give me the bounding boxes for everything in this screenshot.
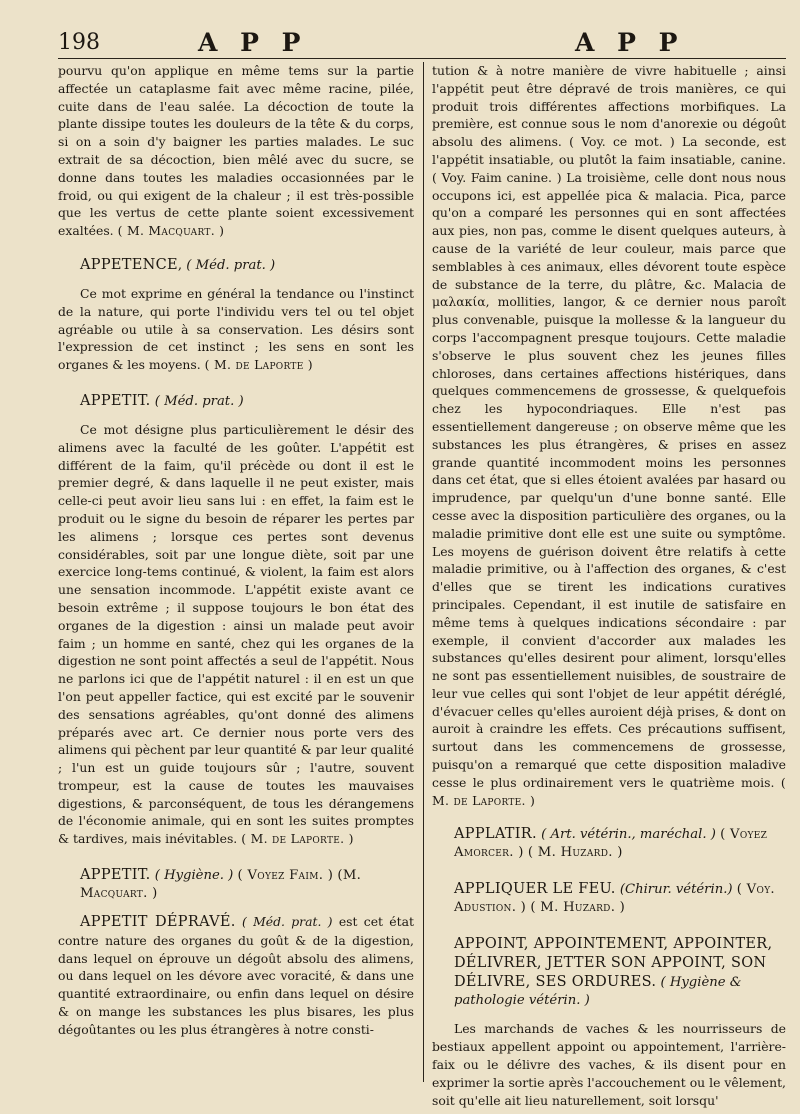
entry-headword-applatir: APPLATIR. ( Art. vétérin., maréchal. ) ( Voyez Amorcer. ) ( M. Huzard. ) xyxy=(454,826,768,861)
entry-headword-appetit-hygiene: APPETIT. ( Hygiène. ) ( Voyez Faim. ) (M. Macquart. ) xyxy=(80,867,362,902)
author-signature: ( M. Macquart. ) xyxy=(117,223,225,239)
right-column xyxy=(432,62,786,1109)
author-signature: ( M. Huzard. ) xyxy=(530,900,626,916)
author-signature: ( M. Huzard. ) xyxy=(527,845,623,861)
domain-label: ( Méd. prat. ) xyxy=(241,914,333,930)
cross-reference: ( Voyez Amorcer. ) xyxy=(454,827,768,861)
page-header xyxy=(0,26,800,60)
author-signature: ( M. de Laporte. ) xyxy=(432,774,786,808)
entry-headword-appliquer: APPLIQUER LE FEU. (Chirur. vétérin.) ( Voy. Adustion. ) ( M. Huzard. ) xyxy=(454,881,775,916)
author-signature: ( M. de Laporte. ) xyxy=(241,831,354,847)
entry-headword-appetit-deprave: APPETIT DÉPRAVÉ. xyxy=(80,914,236,931)
entry-body-appetit-deprave: APPETIT DÉPRAVÉ. ( Méd. prat. ) est cet état contre nature des organes du goût & de la digestion, dans lequel on éprouve un dégoût absolu des alimens, ou dans lequel on les dévore avec voracité, & dans une quantité extraordinaire, ou enfin dans lequel on désire & on mange les substances les plus bisares, les plus dégoûtantes ou les plus étrangères à notre consti- xyxy=(58,914,414,1037)
entry-body-appoint: Les marchands de vaches & les nourrisseurs de bestiaux appellent appoint ou appointement, l'arrière-faix ou le délivre des vaches, & ils disent pour en exprimer la sortie après l'accouchement ou le vêlement, soit qu'elle ait lieu naturellement, soit lorsqu' xyxy=(432,1021,786,1108)
domain-label: ( Hygiène. ) xyxy=(154,868,234,884)
author-signature: ( M. de Laporte ) xyxy=(204,357,313,373)
domain-label: (Chirur. vétérin.) xyxy=(619,882,733,898)
author-signature: (M. Macquart. ) xyxy=(80,868,362,902)
running-head-right: A P P xyxy=(575,28,685,57)
entry-body-appetence: Ce mot exprime en général la tendance ou l'instinct de la nature, qui porte l'individu vers tel ou tel objet agréable ou utile à sa conservation. Les désirs sont l'expression de cet instinct ; les sens en sont les organes & les moyens. ( M. de Laporte ) xyxy=(58,285,414,373)
domain-label: ( Méd. prat. ) xyxy=(186,257,276,273)
header-rule xyxy=(58,58,786,59)
column-divider xyxy=(423,62,424,1082)
cross-reference: ( Voy. Adustion. ) xyxy=(454,882,775,916)
domain-label: ( Art. vétérin., maréchal. ) xyxy=(541,827,716,843)
left-column xyxy=(58,62,414,1039)
entry-headword-appoint: APPOINT, APPOINTEMENT, APPOINTER, DÉLIVRER, JETTER SON APPOINT, SON DÉLIVRE, SES ORDURES. ( Hygiène & pathologie vétérin. ) xyxy=(454,936,773,1009)
running-head-left: A P P xyxy=(198,28,308,57)
entry-continuation: tution & à notre manière de vivre habituelle ; ainsi l'appétit peut être dépravé de trois manières, ce qui produit trois différentes affections morbifiques. La première, est connue sous le nom d'anorexie ou dégoût absolu des alimens. ( Voy. ce mot. ) La seconde, est l'appétit insatiable, ou plutôt la faim insatiable, canine. ( Voy. Faim canine. ) La troisième, celle dont nous nous occupons ici, est appellée pica & malacia. Pica, parce qu'on a comparé les personnes qui en sont affectées aux pies, non pas, comme le disent quelques auteurs, à cause de la variété de leur couleur, mais parce que semblables à ces animaux, elles dévorent toute espèce de substance de la terre, du plâtre, &c. Malacia de μαλακία, mollities, langor, & ce dernier nous paroît plus convenable, puisque la mollesse & la langueur du corps l'accompagnent presque toujours. Cette maladie s'observe le plus souvent chez les jeunes filles chloroses, dans certaines affections histériques, dans quelques commencemens de grossesse, & quelquefois chez les hypocondriaques. Elle n'est pas essentiellement dangereuse ; on observe même que les substances les plus étrangères, & prises en assez grande quantité incommodent moins les personnes dans cet état, que si elles étoient avalées par hasard ou imprudence, par quelqu'un d'une bonne santé. Elle cesse avec la disposition particulière des organes, ou la maladie primitive dont elle est une suite ou symptôme. Les moyens de guérison doivent être relatifs à cette maladie primitive, ou à l'affection des organes, & c'est d'elles que se tirent les indications curatives principales. Cependant, il est inutile de satisfaire en même tems à quelques indications sécondaire : par exemple, il convient d'accorder aux malades les substances qu'elles desirent pour aliment, lorsqu'elles ne sont pas essentiellement nuisibles, de soustraire de leur vue celles qui sont l'objet de leur appétit déréglé, d'évacuer celles qu'elles auroient déjà prises, & dont on auroit à craindre les effets. Ces précautions suffisent, surtout dans les commencemens de grossesse, puisqu'on a remarqué que cette disposition maladive cesse le plus ordinairement vers le quatrième mois. ( M. de Laporte. ) xyxy=(432,63,786,808)
entry-body-appetit: Ce mot désigne plus particulièrement le désir des alimens avec la faculté de les goûter. L'appétit est différent de la faim, qu'il précède ou dont il est le premier degré, & dans laquelle il ne peut exister, mais celle-ci peut avoir lieu sans lui : en effet, la faim est le produit ou le signe du besoin de réparer les pertes par les alimens ; lorsque ces pertes sont devenus considérables, soit par une longue diète, soit par une exercice long-tems continué, & violent, la faim est alors une sensation incommode. L'appétit existe avant ce besoin extrême ; il suppose toujours le bon état des organes de la digestion : ainsi un malade peut avoir faim ; un homme en santé, chez qui les organes de la digestion ne sont point affectés a seul de l'appétit. Nous ne parlons ici que de l'appétit naturel : il en est un que l'on peut appeller factice, qui est excité par le souvenir des sensations agréables, qu'ont donné des alimens préparés avec art. Ce dernier nous porte vers des alimens qui pèchent par leur quantité & par leur qualité ; l'un est un guide toujours sûr ; l'autre, souvent trompeur, est la cause de toutes les mauvaises digestions, & parconséquent, de tous les dérangemens de l'économie animale, qui en sont les suites promptes & tardives, mais inévitables. ( M. de Laporte. ) xyxy=(58,421,414,847)
entry-headword-appetence: APPETENCE, ( Méd. prat. ) xyxy=(80,256,276,273)
page-number: 198 xyxy=(58,30,100,55)
entry-continuation: pourvu qu'on applique en même tems sur la partie affectée un cataplasme fait avec même racine, pilée, cuite dans de l'eau salée. La décoction de toute la plante dissipe toutes les douleurs de la tête & du corps, si on a soin d'y baigner les parties malades. Le suc extrait de sa décoction, bien mêlé avec du sucre, se donne dans toutes les maladies occasionnées par le froid, ou qui exigent de la chaleur ; il est très-possible que les vertus de cette plante soient excessivement exaltées. ( M. Macquart. ) xyxy=(58,63,414,239)
domain-label: ( Hygiène & pathologie vétérin. ) xyxy=(454,975,742,1009)
entry-headword-appetit: APPETIT. ( Méd. prat. ) xyxy=(80,392,244,409)
domain-label: ( Méd. prat. ) xyxy=(154,393,244,409)
cross-reference: ( Voyez Faim. ) xyxy=(237,868,334,884)
